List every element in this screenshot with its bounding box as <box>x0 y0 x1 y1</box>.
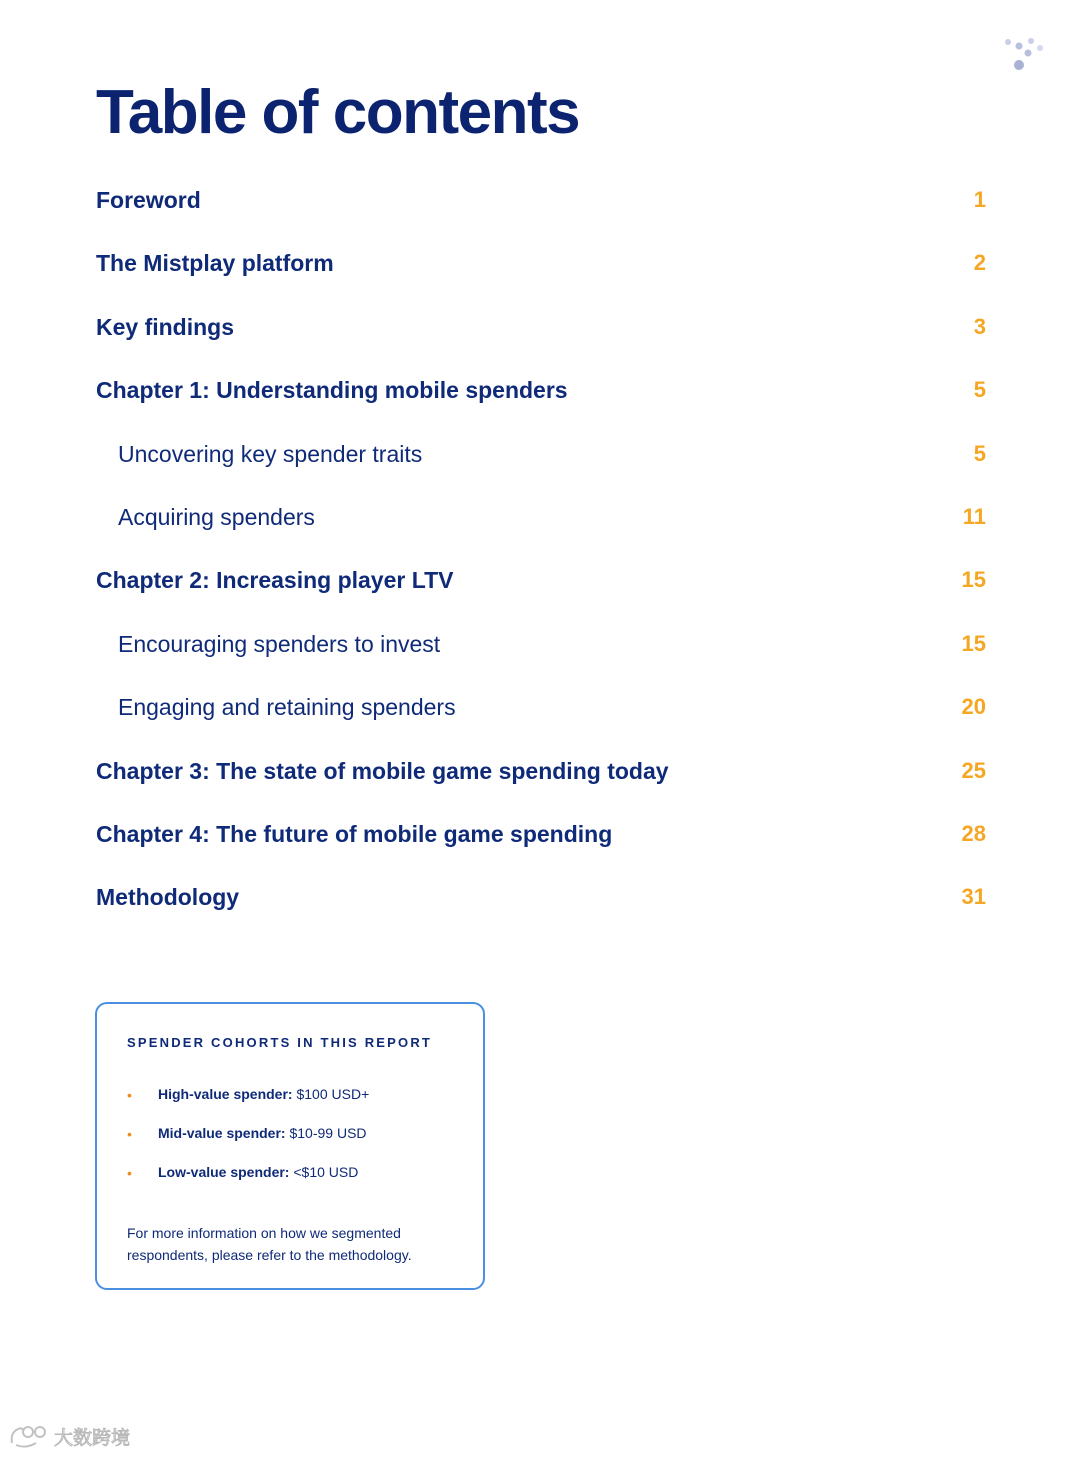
toc-entry-page-number: 15 <box>961 630 986 656</box>
toc-entry-page-number: 28 <box>961 820 986 846</box>
toc-entry-label: Engaging and retaining spenders <box>118 694 456 721</box>
bullet-icon: • <box>127 1165 132 1181</box>
toc-entry-label: Methodology <box>96 884 240 911</box>
toc-subentry-acquiring-spenders[interactable] <box>96 500 986 563</box>
toc-entry-page-number: 1 <box>973 187 986 212</box>
toc-entry-label: Chapter 2: Increasing player LTV <box>96 567 454 594</box>
cohort-range: <$10 USD <box>289 1164 359 1180</box>
toc-entry-label: Key findings <box>96 313 235 340</box>
toc-entry-key-findings[interactable] <box>96 310 986 373</box>
toc-entry-foreword[interactable] <box>96 183 986 246</box>
toc-entry-mistplay-platform[interactable] <box>96 246 986 309</box>
toc-entry-chapter-4[interactable] <box>96 817 986 880</box>
toc-entry-page-number: 2 <box>973 250 986 276</box>
toc-entry-chapter-1[interactable] <box>96 373 986 436</box>
watermark-logo-icon <box>8 1423 50 1449</box>
toc-entry-chapter-3[interactable] <box>96 754 986 817</box>
cohort-name: High-value spender: <box>158 1086 293 1102</box>
cohorts-heading: SPENDER COHORTS IN THIS REPORT <box>127 1035 433 1050</box>
cohort-range: $10-99 USD <box>285 1125 367 1141</box>
bullet-icon: • <box>127 1126 132 1142</box>
cohort-text <box>158 1086 369 1102</box>
bullet-icon: • <box>127 1087 132 1103</box>
toc-entry-label: Chapter 1: Understanding mobile spenders <box>96 377 568 404</box>
toc-entry-label: Encouraging spenders to invest <box>118 630 441 657</box>
cohort-name: Mid-value spender: <box>158 1125 286 1141</box>
spender-cohorts-box <box>95 1002 485 1290</box>
watermark <box>8 1420 130 1452</box>
toc-entry-page-number: 31 <box>961 884 986 910</box>
page-title: Table of contents <box>96 78 580 147</box>
cohort-text <box>158 1125 367 1141</box>
toc-subentry-spender-traits[interactable] <box>96 437 986 500</box>
toc-entry-page-number: 25 <box>961 757 986 783</box>
toc-entry-page-number: 15 <box>961 567 986 593</box>
toc-entry-page-number: 5 <box>973 440 986 466</box>
toc-entry-chapter-2[interactable] <box>96 563 986 626</box>
toc-entry-page-number: 11 <box>962 503 986 529</box>
toc-subentry-encouraging-spenders[interactable] <box>96 627 986 690</box>
toc-entry-page-number: 20 <box>961 694 986 720</box>
table-of-contents <box>96 183 986 944</box>
toc-entry-label: Chapter 4: The future of mobile game spending <box>96 820 613 847</box>
cohorts-note: For more information on how we segmented respondents, please refer to the methodology. <box>127 1225 412 1263</box>
cohort-range: $100 USD+ <box>292 1086 370 1102</box>
toc-entry-methodology[interactable] <box>96 880 986 943</box>
toc-entry-label: The Mistplay platform <box>96 250 334 277</box>
toc-entry-label: Foreword <box>96 187 201 213</box>
toc-entry-label: Acquiring spenders <box>118 503 315 530</box>
cohort-text <box>158 1164 358 1180</box>
watermark-text: 大数跨境 <box>54 1426 131 1449</box>
cohort-name: Low-value spender: <box>158 1164 290 1180</box>
mistplay-logo-icon <box>1000 36 1046 74</box>
toc-entry-page-number: 5 <box>973 377 986 403</box>
toc-entry-label: Chapter 3: The state of mobile game spending today <box>96 757 669 784</box>
toc-entry-label: Uncovering key spender traits <box>118 440 423 467</box>
toc-entry-page-number: 3 <box>973 313 986 339</box>
toc-subentry-engaging-spenders[interactable] <box>96 690 986 753</box>
